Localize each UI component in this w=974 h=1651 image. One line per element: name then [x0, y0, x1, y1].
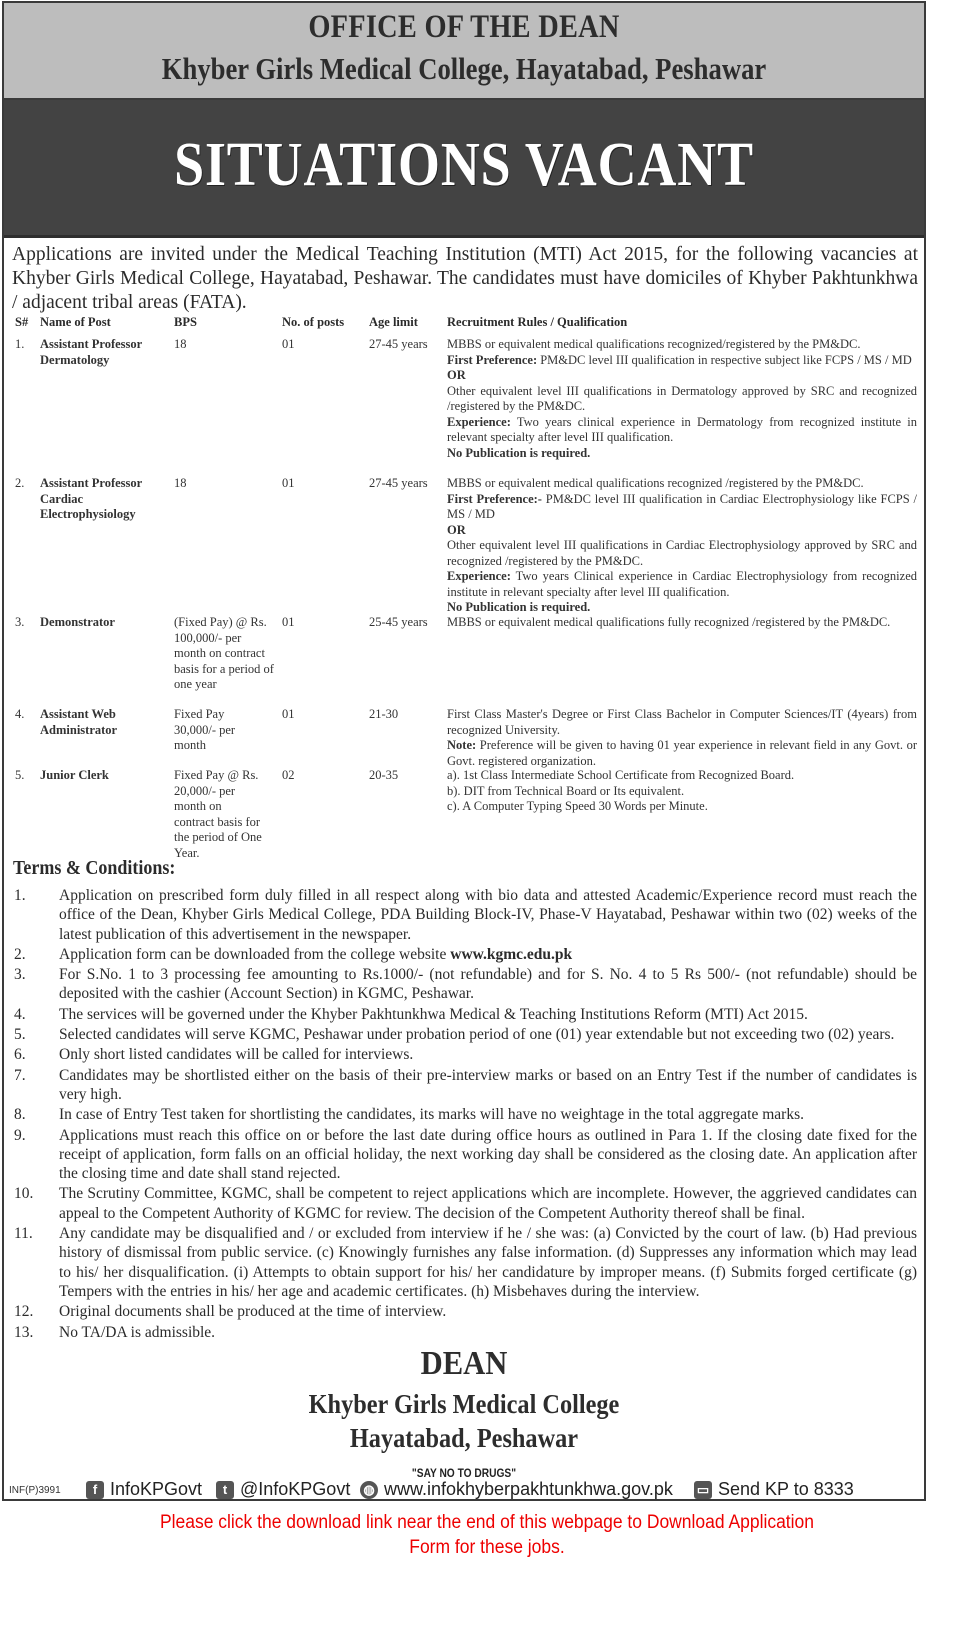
qual-line: First Preference: PM&DC level III qualification in respective subject like FCPS / MS / MD: [447, 352, 912, 367]
download-note-line1: Please click the download link near the end of this webpage to Download Application: [159, 1512, 814, 1533]
qual-line: b). DIT from Technical Board or Its equivalent.: [447, 783, 685, 798]
term-item: 5. Selected candidates will serve KGMC, Peshawar under probation period of one (01) year extendable but not exceeding two (02) years.: [14, 1026, 895, 1044]
intro-paragraph: Applications are invited under the Medical Teaching Institution (MTI) Act 2015, for the following vacancies at Khyber Girls Medical College, Hayatabad, Peshawar. The candidates must have domiciles of Khyber Pakhtunkhwa / adjacent tribal areas (FATA).: [12, 244, 918, 313]
qual-line: First Class Master's Degree or First Class Bachelor in Computer Sciences/IT (4years) from recognized University.: [447, 707, 917, 737]
header-posts: No. of posts: [282, 315, 345, 329]
term-item: 11. Any candidate may be disqualified and / or excluded from interview if he / she was: (a) Convicted by the court of law. (b) Had previous history of dismissal from public service. (c) Knowingly furnishes any false information. (d) Suppresses any information which may lead to his/ her disqualification. (i) Attempts to obtain support for his/ her candidature by improper means. (f) Submits forged certificate (g) Tempers with the entries in his/ her age and academic certificates. (h) Misbehaves during the interview.: [14, 1225, 917, 1300]
twitter-icon: t: [216, 1481, 234, 1499]
terms-title: Terms & Conditions:: [13, 857, 176, 879]
sms-link[interactable]: ▭ Send KP to 8333: [694, 1479, 854, 1500]
qual-line: First Preference:- PM&DC level III qualification in Cardiac Electrophysiology like FCPS / MS / MD: [447, 491, 917, 521]
qual-line: Experience: Two years clinical experience in Dermatology from recognized institute in relevant specialty after level III qualification.: [447, 414, 917, 444]
signature-location: Hayatabad, Peshawar: [349, 1423, 579, 1453]
row-sn: 5.: [15, 768, 25, 782]
row-bps: 18: [174, 337, 187, 351]
social-footer: [4, 1479, 924, 1501]
row-qualification: [447, 615, 917, 631]
term-item: 9. Applications must reach this office on or before the last date during office hours as outlined in Para 1. If the closing date fixed for the receipt of application, form falls on an official holiday, the next working day shall be considered as the closing date. An application after the closing time and date shall stand rejected.: [14, 1126, 917, 1183]
row-age: 27-45 years: [369, 337, 428, 351]
term-item: 3. For S.No. 1 to 3 processing fee amounting to Rs.1000/- (not refundable) and for S. No. 4 to 5 Rs 500/- (not refundable) should be deposited with the cashier (Account Section) in KGMC, Peshawar.: [14, 966, 917, 1003]
row-sn: 2.: [15, 476, 25, 490]
row-posts: 01: [282, 707, 295, 721]
row-posts: 01: [282, 337, 295, 351]
signature-title: DEAN: [420, 1345, 508, 1382]
facebook-icon: f: [86, 1481, 104, 1499]
row-bps: (Fixed Pay) @ Rs. 100,000/- per month on contract basis for a period of one year: [174, 615, 274, 691]
row-name: Assistant Professor Dermatology: [40, 337, 142, 367]
term-item: 1. Application on prescribed form duly filled in all respect along with bio data and attested Academic/Experience record must reach the office of the Dean, Khyber Girls Medical College, PDA Building Block-IV, Phase-V Hayatabad, Peshawar within two (02) weeks of the latest publication of this advertisement in the newspaper.: [14, 887, 917, 943]
qual-line: Note: Preference will be given to having 01 year experience in relevant field in any Govt. or Govt. registered organization.: [447, 738, 917, 768]
row-age: 27-45 years: [369, 476, 428, 490]
header-bps: BPS: [174, 315, 197, 329]
row-qualification: [447, 768, 917, 815]
row-age: 21-30: [369, 707, 399, 721]
qual-line: MBBS or equivalent medical qualifications recognized/registered by the PM&DC.: [447, 337, 861, 351]
row-bps: Fixed Pay @ Rs. 20,000/- per month on contract basis for the period of One Year.: [174, 768, 262, 860]
reference-number: INF(P)3991: [9, 1485, 61, 1496]
row-bps: 18: [174, 476, 187, 490]
qual-line: MBBS or equivalent medical qualifications recognized /registered by the PM&DC.: [447, 476, 864, 490]
term-item: 8. In case of Entry Test taken for shortlisting the candidates, its marks will have no weightage in the total aggregate marks.: [14, 1106, 804, 1124]
row-name: Assistant Professor Cardiac Electrophysiology: [40, 476, 142, 521]
row-qualification: [447, 337, 917, 461]
header-age: Age limit: [369, 315, 418, 329]
terms-list: [4, 886, 924, 1343]
header-name: Name of Post: [40, 315, 111, 329]
facebook-link[interactable]: f InfoKPGovt: [86, 1479, 202, 1500]
qual-line: No Publication is required.: [447, 600, 591, 614]
qual-line: c). A Computer Typing Speed 30 Words per Minute.: [447, 799, 708, 813]
row-sn: 1.: [15, 337, 25, 351]
advertisement-frame: [2, 1, 926, 1501]
term-item: 2. Application form can be downloaded from the college website www.kgmc.edu.pk: [14, 945, 573, 963]
header: [4, 3, 924, 100]
twitter-link[interactable]: t @InfoKPGovt: [216, 1479, 350, 1500]
header-qualification: Recruitment Rules / Qualification: [447, 315, 628, 329]
row-age: 25-45 years: [369, 615, 428, 629]
qual-line: MBBS or equivalent medical qualifications fully recognized /registered by the PM&DC.: [447, 615, 891, 629]
college-website-link[interactable]: www.kgmc.edu.pk: [450, 945, 573, 963]
college-title: Khyber Girls Medical College, Hayatabad, Peshawar: [161, 51, 767, 86]
row-qualification: [447, 476, 917, 616]
signature-college: Khyber Girls Medical College: [308, 1389, 620, 1419]
row-name: Demonstrator: [40, 615, 115, 629]
sms-icon: ▭: [694, 1481, 712, 1499]
globe-icon: ◍: [360, 1481, 378, 1499]
row-name: Junior Clerk: [40, 768, 109, 782]
row-sn: 4.: [15, 707, 25, 721]
term-item: 7. Candidates may be shortlisted either on the basis of their pre-interview marks or based on an Entry Test if the number of candidates is very high.: [14, 1066, 917, 1103]
office-title: OFFICE OF THE DEAN: [308, 9, 620, 45]
slogan: "SAY NO TO DRUGS": [411, 1466, 517, 1480]
row-bps: Fixed Pay 30,000/- per month: [174, 707, 236, 752]
row-name: Assistant Web Administrator: [40, 707, 118, 737]
term-item: 13. No TA/DA is admissible.: [14, 1323, 216, 1341]
row-posts: 01: [282, 615, 295, 629]
website-link[interactable]: ◍ www.infokhyberpakhtunkhwa.gov.pk: [360, 1479, 673, 1500]
qual-line: Other equivalent level III qualifications in Cardiac Electrophysiology approved by SRC and recognized /registered by the PM&DC.: [447, 538, 917, 568]
qual-line: OR: [447, 368, 466, 382]
download-note-line2: Form for these jobs.: [409, 1537, 565, 1558]
banner: [4, 100, 924, 238]
term-item: 4. The services will be governed under the Khyber Pakhtunkhwa Medical & Teaching Institutions Reform (MTI) Act 2015.: [14, 1005, 808, 1023]
qual-line: OR: [447, 522, 466, 537]
banner-title: SITUATIONS VACANT: [174, 131, 754, 199]
qual-line: a). 1st Class Intermediate School Certificate from Recognized Board.: [447, 768, 795, 782]
row-posts: 01: [282, 476, 295, 490]
term-item: 12. Original documents shall be produced at the time of interview.: [14, 1303, 447, 1321]
qual-line: Experience: Two years Clinical experience in Cardiac Electrophysiology from recognized institute in relevant specialty after level III qualification.: [447, 569, 917, 599]
qual-line: No Publication is required.: [447, 445, 591, 460]
term-item: 10. The Scrutiny Committee, KGMC, shall be competent to reject applications which are incomplete. However, the aggrieved candidates can appeal to the Competent Authority of KGMC for review. The decision of the Competent Authority thereof shall be final.: [14, 1185, 917, 1222]
download-note: [0, 1510, 974, 1560]
qual-line: Other equivalent level III qualifications in Dermatology approved by SRC and recognized /registered by the PM&DC.: [447, 383, 917, 413]
row-qualification: [447, 707, 917, 769]
row-age: 20-35: [369, 768, 399, 782]
header-sn: S#: [15, 315, 29, 329]
row-posts: 02: [282, 768, 295, 782]
term-item: 6. Only short listed candidates will be called for interviews.: [14, 1046, 414, 1064]
row-sn: 3.: [15, 615, 25, 629]
